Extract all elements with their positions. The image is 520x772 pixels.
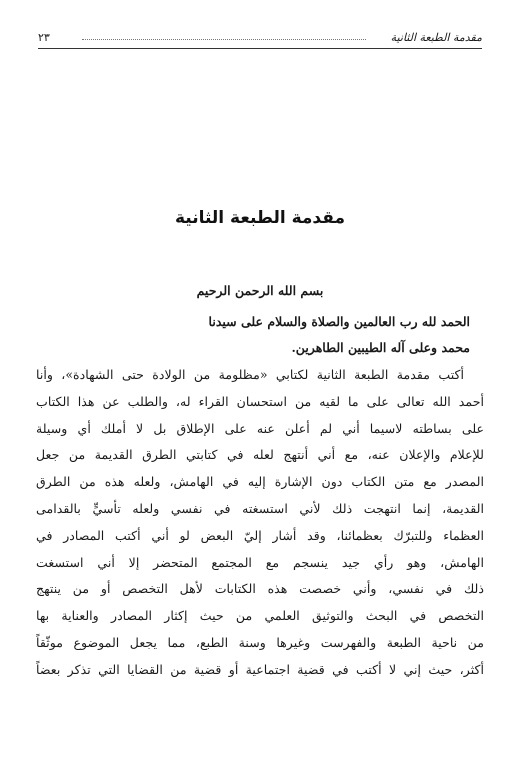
body-line: للإعلام والإعلان عنه، مع أني أنتهج لعله في كتابتي الطرق القديمة من جعل xyxy=(36,447,484,463)
running-header xyxy=(38,30,482,49)
body-line: ذلك في نفسي، وأني خصصت هذه الكتابات لأهل التخصص أو من ينتهج xyxy=(36,581,484,597)
opening-praise xyxy=(50,309,470,361)
praise-line: الحمد لله رب العالمين والصلاة والسلام على سيدنا xyxy=(208,314,470,329)
body-line: القديمة، إنما انتهجت ذلك لأني استسغته في نفسي ولعله تأسيٍّ بالقدامى xyxy=(36,500,484,516)
praise-line: محمد وعلى آله الطيبين الطاهرين. xyxy=(291,340,470,355)
body-line: الهامش، وهو رأي جيد ينسجم مع المجتمع المتحضر إلا أني استسغت xyxy=(36,554,484,570)
running-title: مقدمة الطبعة الثانية xyxy=(390,31,482,44)
page-number: ٢٣ xyxy=(38,31,50,44)
chapter-title: مقدمة الطبعة الثانية xyxy=(174,208,346,228)
body-line: التخصص في البحث والتوثيق العلمي من حيث إكثار المصادر والعناية بها xyxy=(36,608,484,624)
body-line: على بساطته لاسيما أني لم أعلن عنه على الإطلاق بل لا أملك أي وسيلة xyxy=(36,420,484,436)
body-line: أحمد الله تعالى على ما لقيه من استحسان القراء له، والطلب عن هذا الكتاب xyxy=(36,393,484,409)
body-paragraph xyxy=(36,362,484,684)
body-line: أكتب مقدمة الطبعة الثانية لكتابي «مظلومة من الولادة حتى الشهادة»، وأنا xyxy=(36,367,464,382)
header-leader-dots xyxy=(82,39,366,40)
body-line: المصدر مع متن الكتاب دون الإشارة إليه في الهامش، ولعله هذه من الطرق xyxy=(36,474,484,490)
body-line: أكثر، حيث إني لا أكتب في قضية اجتماعية أو قضية من القضايا التي تذكر بعضاً xyxy=(36,661,484,677)
basmala: بسم الله الرحمن الرحيم xyxy=(196,283,324,298)
body-line: العظماء وللتبرّك بعظمائنا، وقد أشار إليّ البعض لو أني أكتب المصادر في xyxy=(36,527,484,543)
body-line: من ناحية الطبعة والفهرست وغيرها وسنة الطبع، مما يجعل الموضوع موثّقاً xyxy=(36,634,484,650)
